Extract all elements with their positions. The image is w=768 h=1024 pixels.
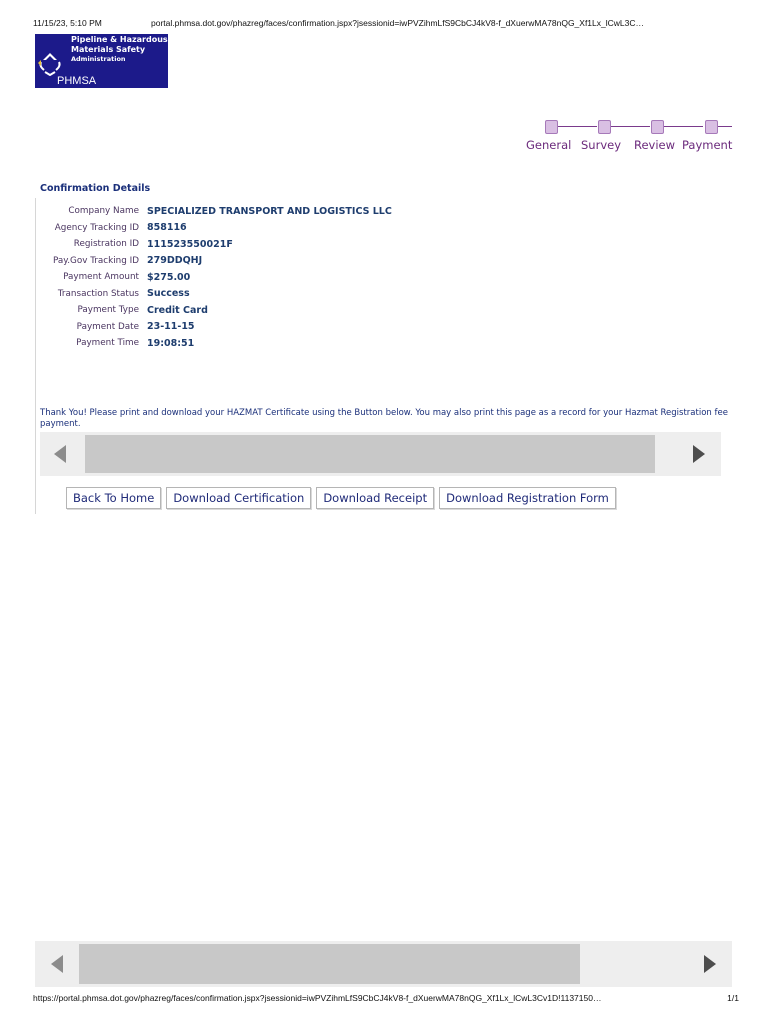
download-receipt-button[interactable]: Download Receipt: [316, 487, 434, 509]
step-label-survey: Survey: [581, 138, 622, 152]
detail-label: Payment Time: [76, 338, 139, 349]
arrow-left-icon: [54, 445, 66, 463]
step-connector: [718, 126, 732, 127]
scrollbar-thumb[interactable]: [85, 435, 655, 473]
arrow-right-icon: [693, 445, 705, 463]
action-buttons: [66, 487, 616, 509]
detail-value: 111523550021F: [147, 238, 233, 250]
detail-row-payment-type: [36, 302, 392, 319]
detail-row-payment-time: [36, 335, 392, 352]
detail-row-agency-tracking-id: [36, 220, 392, 237]
page-scrollbar-thumb[interactable]: [79, 944, 580, 984]
print-page-number: 1/1: [727, 993, 739, 1003]
step-connector: [664, 126, 703, 127]
step-connector: [611, 126, 650, 127]
detail-value: SPECIALIZED TRANSPORT AND LOGISTICS LLC: [147, 205, 392, 217]
detail-label: Registration ID: [73, 239, 139, 250]
confirmation-title: Confirmation Details: [40, 183, 151, 194]
arrow-left-icon: [51, 955, 63, 973]
logo-text: [71, 35, 168, 55]
step-connector: [558, 126, 597, 127]
detail-value: 858116: [147, 222, 187, 234]
detail-label: Company Name: [68, 206, 139, 217]
detail-label: Pay.Gov Tracking ID: [52, 255, 139, 266]
arrow-right-icon: [704, 955, 716, 973]
scroll-right-button[interactable]: [685, 432, 713, 476]
detail-label: Payment Date: [76, 321, 139, 332]
detail-value: $275.00: [147, 271, 191, 283]
download-certification-button[interactable]: Download Certification: [166, 487, 311, 509]
print-footer: [33, 993, 739, 1003]
confirmation-details: [36, 203, 392, 352]
logo-line-1: Pipeline & Hazardous: [71, 35, 168, 44]
detail-value: 19:08:51: [147, 337, 195, 349]
detail-value: Credit Card: [147, 304, 208, 316]
logo-mark-icon: [37, 50, 63, 76]
step-survey-marker[interactable]: [598, 120, 611, 134]
print-footer-url: https://portal.phmsa.dot.gov/phazreg/faces/confirmation.jspx?jsessionid=iwPVZihmLfS9CbCJ4kV8-f_dXuerwMA78nQG_Xf1Lx_lCwL3Cv1D!1137150…: [33, 993, 602, 1003]
phmsa-logo: [35, 34, 168, 88]
page-scroll-right-button[interactable]: [696, 941, 724, 987]
page-scroll-left-button[interactable]: [43, 941, 71, 987]
detail-row-payment-amount: [36, 269, 392, 286]
detail-value: 279DDQHJ: [147, 255, 203, 267]
logo-line-2: Materials Safety: [71, 45, 146, 54]
step-label-general: General: [526, 138, 572, 152]
detail-label: Agency Tracking ID: [54, 222, 139, 233]
back-to-home-button[interactable]: Back To Home: [66, 487, 161, 509]
step-general-marker[interactable]: [545, 120, 558, 134]
detail-row-payment-date: [36, 319, 392, 336]
page-horizontal-scrollbar[interactable]: [35, 941, 732, 987]
confirmation-message: Thank You! Please print and download your HAZMAT Certificate using the Button below. You may also print this page as a record for your Hazmat Registration fee payment.: [40, 408, 728, 429]
detail-row-paygov-tracking-id: [36, 253, 392, 270]
step-label-payment: Payment: [682, 138, 733, 152]
step-review-marker[interactable]: [651, 120, 664, 134]
logo-acronym: PHMSA: [57, 75, 97, 87]
detail-value: Success: [147, 288, 190, 300]
print-header: [33, 18, 738, 28]
progress-stepper: [520, 118, 736, 158]
detail-row-company-name: [36, 203, 392, 220]
download-registration-form-button[interactable]: Download Registration Form: [439, 487, 616, 509]
print-url: portal.phmsa.dot.gov/phazreg/faces/confirmation.jspx?jsessionid=iwPVZihmLfS9CbCJ4kV8-f_dXuerwMA78nQG_Xf1Lx_lCwL3C…: [151, 18, 644, 28]
print-date: 11/15/23, 5:10 PM: [33, 18, 102, 28]
inner-horizontal-scrollbar[interactable]: [40, 432, 721, 476]
logo-line-3: Administration: [71, 55, 126, 63]
detail-label: Payment Amount: [63, 272, 139, 283]
detail-value: 23-11-15: [147, 321, 195, 333]
step-label-review: Review: [634, 138, 676, 152]
step-payment-marker[interactable]: [705, 120, 718, 134]
detail-label: Transaction Status: [57, 288, 139, 299]
detail-row-transaction-status: [36, 286, 392, 303]
scroll-left-button[interactable]: [46, 432, 74, 476]
detail-label: Payment Type: [77, 305, 139, 316]
detail-row-registration-id: [36, 236, 392, 253]
